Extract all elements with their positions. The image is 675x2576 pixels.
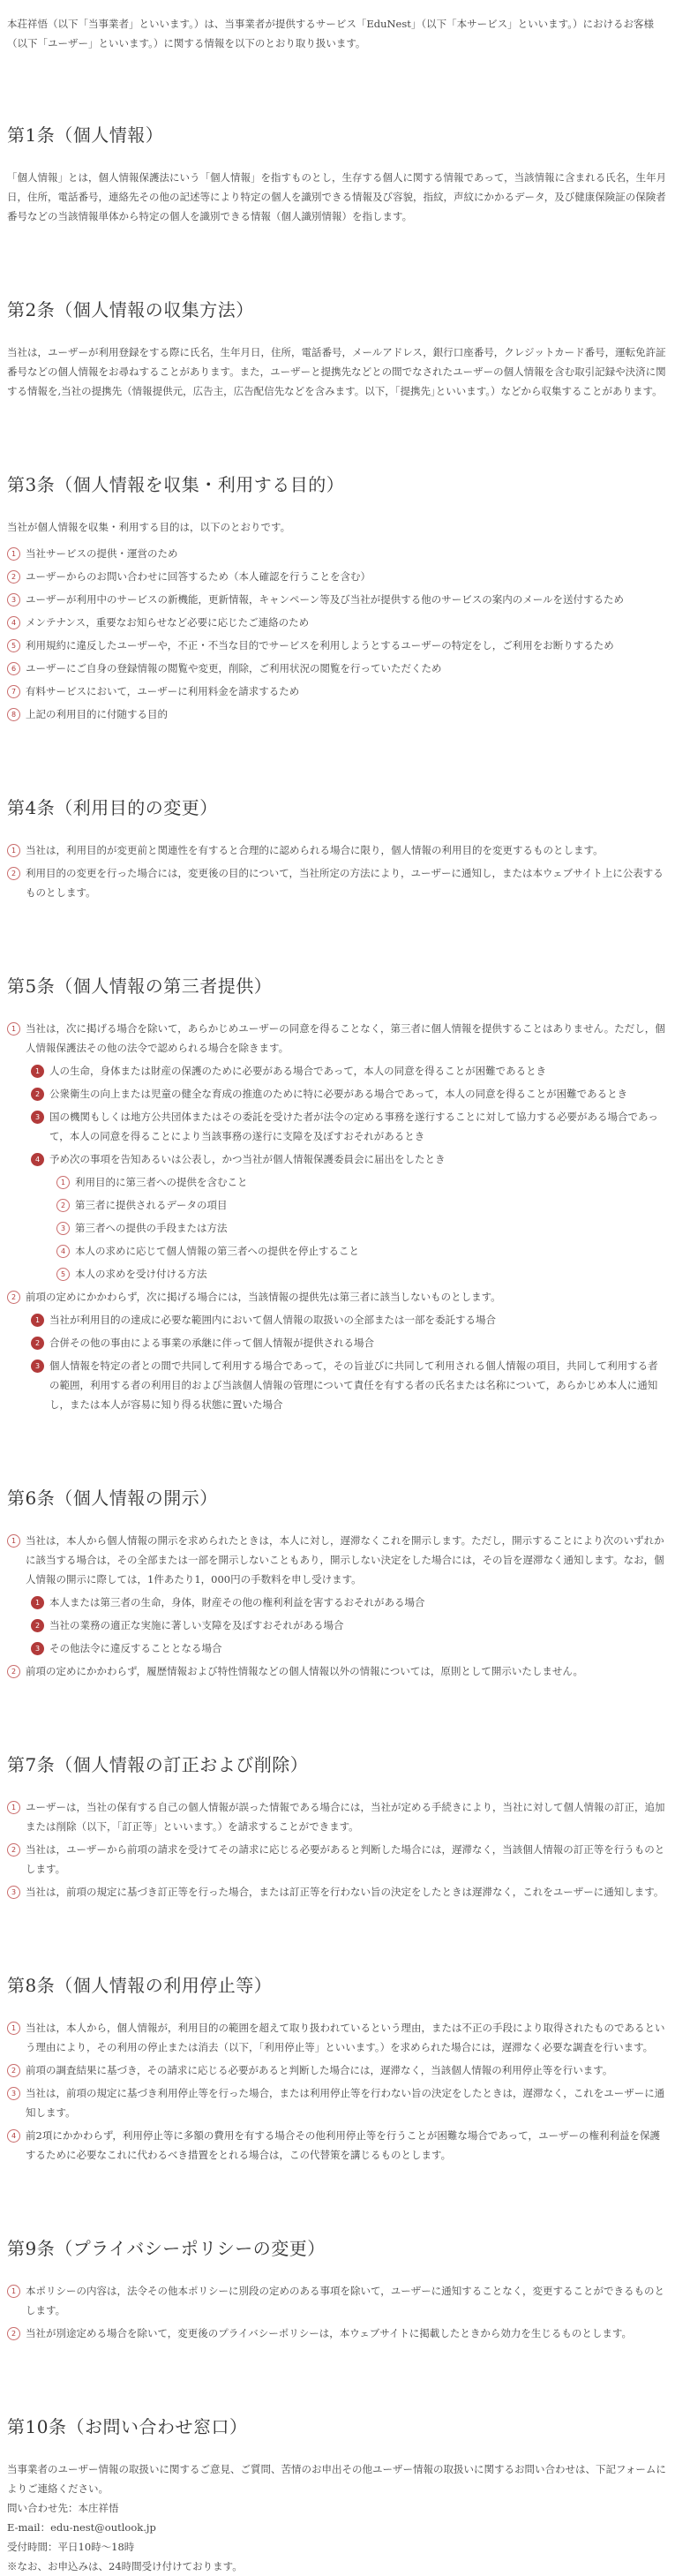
list-item: [7, 1840, 668, 1879]
sub-list-item-text: 本人または第三者の生命，身体，財産その他の権利利益を害するおそれがある場合: [49, 1596, 425, 1608]
list-item-text: ユーザーは，当社の保有する自己の個人情報が誤った情報である場合には，当社が定める手続きにより，当社に対して個人情報の訂正，追加または削除（以下，「訂正等」といいます。）を請求することができます。: [26, 1801, 665, 1833]
section-paragraph: 「個人情報」とは，個人情報保護法にいう「個人情報」を指すものとし，生存する個人に関する情報であって，当該情報に含まれる氏名，生年月日，住所，電話番号，連絡先その他の記述等により特定の個人を識別できる情報及び容貌，指紋，声紋にかかるデータ，及び健康保険証の保険者番号などの当該情報単体から特定の個人を識別できる情報（個人識別情報）を指します。: [7, 171, 667, 222]
numbered-list: [7, 2018, 668, 2165]
list-item: [7, 1661, 668, 1681]
nested-sub-list-item-text: 第三者への提供の手段または方法: [75, 1222, 228, 1234]
list-number-badge: 1: [7, 547, 20, 561]
list-item: [7, 863, 668, 902]
nested-sub-list-item: [56, 1195, 668, 1215]
numbered-list: [7, 840, 668, 902]
sub-list-item-text: 個人情報を特定の者との間で共同して利用する場合であって，その旨並びに共同して利用される個人情報の項目，共同して利用する者の範囲，利用する者の利用目的および当該個人情報の管理について責任を有する者の氏名または名称について，あらかじめ本人に通知し，または本人が容易に知り得る状態に置いた場合: [49, 1360, 658, 1411]
list-item: [7, 2281, 668, 2320]
list-number-badge: 2: [7, 867, 20, 880]
list-number-badge: 4: [56, 1245, 70, 1258]
list-item-text: 当社は，ユーザーから前項の請求を受けてその請求に応じる必要があると判断した場合には，遅滞なく，当該個人情報の訂正等を行うものとします。: [26, 1843, 665, 1875]
section-paragraph: 当社は，ユーザーが利用登録をする際に氏名，生年月日，住所，電話番号，メールアドレス，銀行口座番号，クレジットカード番号，運転免許証番号などの個人情報をお尋ねすることがあります。また，ユーザーと提携先などとの間でなされたユーザーの個人情報を含む取引記録や決済に関する情報を,当社の提携先（情報提供元，広告主，広告配信先などを含みます。以下，｢提携先｣といいます。）などから収集することがあります。: [7, 346, 666, 397]
list-item: [7, 1882, 668, 1902]
list-number-badge: 6: [7, 662, 20, 675]
list-item: [7, 636, 668, 655]
list-item: [7, 704, 668, 724]
list-item-text: 前2項にかかわらず，利用停止等に多額の費用を有する場合その他利用停止等を行うことが困難な場合であって，ユーザーの権利利益を保護するために必要なこれに代わるべき措置をとれる場合は，この代替策を講じるものとします。: [26, 2129, 661, 2161]
list-number-badge: 3: [7, 2087, 20, 2100]
nested-sub-list-item: [56, 1218, 668, 1238]
list-number-badge: 2: [7, 2327, 20, 2340]
list-item: [7, 2324, 668, 2343]
list-number-badge: 1: [7, 2285, 20, 2298]
list-item: [7, 2018, 668, 2057]
list-item: [7, 544, 668, 563]
sub-list-item: [31, 1084, 668, 1103]
sub-list-item: [31, 1616, 668, 1635]
list-item-text: 有料サービスにおいて，ユーザーに利用料金を請求するため: [26, 685, 300, 697]
list-number-badge: 2: [31, 1619, 44, 1632]
nested-sub-list-item-text: 本人の求めを受け付ける方法: [75, 1268, 207, 1280]
list-item-text: 当社は，前項の規定に基づき利用停止等を行った場合，または利用停止等を行わない旨の決定をしたときは，遅滞なく，これをユーザーに通知します。: [26, 2087, 665, 2119]
list-item: [7, 1019, 668, 1284]
list-item-text: 利用目的の変更を行った場合には，変更後の目的について，当社所定の方法により，ユーザーに通知し，または本ウェブサイト上に公表するものとします。: [26, 867, 664, 899]
sub-list-item-text: 人の生命，身体または財産の保護のために必要がある場合であって，本人の同意を得ることが困難であるとき: [49, 1065, 547, 1077]
list-item: [7, 682, 668, 701]
list-number-badge: 1: [7, 1534, 20, 1548]
sub-list-item-text: 国の機関もしくは地方公共団体またはその委託を受けた者が法令の定める事務を遂行することに対して協力する必要がある場合であって，本人の同意を得ることにより当該事務の遂行に支障を及ぼすおそれがあるとき: [49, 1111, 658, 1142]
numbered-list: [7, 2281, 668, 2343]
nested-sub-list-item-text: 第三者に提供されるデータの項目: [75, 1199, 228, 1211]
list-item: [7, 590, 668, 609]
list-number-badge: 2: [7, 570, 20, 584]
nested-sub-list-item: [56, 1241, 668, 1261]
list-item-text: 利用規約に違反したユーザーや，不正・不当な目的でサービスを利用しようとするユーザーの特定をし，ご利用をお断りするため: [26, 639, 614, 652]
sub-list-item-text: その他法令に違反することとなる場合: [49, 1642, 222, 1654]
sub-list-item: [31, 1333, 668, 1352]
sub-list-item: [31, 1310, 668, 1329]
contact-line: 受付時間：平日10時〜18時: [7, 2541, 135, 2553]
list-item-text: 当社が別途定める場合を除いて，変更後のプライバシーポリシーは，本ウェブサイトに掲載したときから効力を生じるものとします。: [26, 2327, 633, 2339]
sub-list-item: [31, 1107, 668, 1146]
list-number-badge: 1: [56, 1176, 70, 1189]
list-item: [7, 1287, 668, 1414]
section-title: 第10条（お問い合わせ窓口）: [7, 2416, 248, 2437]
list-number-badge: 4: [7, 2129, 20, 2143]
section-title: 第2条（個人情報の収集方法）: [7, 299, 254, 320]
list-item-text: 当社は，本人から個人情報の開示を求められたときは，本人に対し，遅滞なくこれを開示します。ただし，開示することにより次のいずれかに該当する場合は，その全部または一部を開示しないこともあり，開示しない決定をした場合には，その旨を遅滞なく通知します。なお，個人情報の開示に際しては，1件あたり1，000円の手数料を申し受けます。: [26, 1534, 664, 1586]
sub-list-item-text: 当社の業務の適正な実施に著しい支障を及ぼすおそれがある場合: [49, 1619, 344, 1631]
list-number-badge: 3: [7, 1886, 20, 1899]
sub-list-item: [31, 1593, 668, 1612]
list-number-badge: 1: [31, 1314, 44, 1327]
list-item: [7, 2083, 668, 2122]
list-number-badge: 2: [7, 1291, 20, 1304]
list-item: [7, 613, 668, 632]
nested-sub-list-item-text: 利用目的に第三者への提供を含むこと: [75, 1176, 248, 1188]
list-number-badge: 5: [7, 639, 20, 652]
list-item: [7, 659, 668, 678]
section-title: 第6条（個人情報の開示）: [7, 1488, 218, 1509]
list-number-badge: 3: [7, 593, 20, 606]
list-item-text: 当社は，利用目的が変更前と関連性を有すると合理的に認められる場合に限り，個人情報の利用目的を変更するものとします。: [26, 844, 604, 856]
contact-line: 問い合わせ先：本庄祥悟: [7, 2502, 119, 2514]
section-paragraph: 当社が個人情報を収集・利用する目的は，以下のとおりです。: [7, 521, 291, 533]
numbered-list: [7, 1797, 668, 1902]
list-item: [7, 1531, 668, 1658]
list-item-text: 前項の定めにかかわらず，次に掲げる場合には，当該情報の提供先は第三者に該当しないものとします。: [26, 1291, 501, 1303]
section-title: 第7条（個人情報の訂正および削除）: [7, 1754, 309, 1775]
list-number-badge: 1: [31, 1596, 44, 1609]
list-item: [7, 567, 668, 586]
list-item: [7, 2060, 668, 2080]
intro-text: 本荘祥悟（以下「当事業者」といいます。）は、当事業者が提供するサービス「EduNest」（以下「本サービス」といいます。）におけるお客様（以下「ユーザー」といいます。）に関する情報を以下のとおり取り扱います。: [7, 18, 654, 49]
list-number-badge: 3: [31, 1642, 44, 1655]
list-number-badge: 7: [7, 685, 20, 698]
list-item-text: 本ポリシーの内容は，法令その他本ポリシーに別段の定めのある事項を除いて，ユーザーに通知することなく，変更することができるものとします。: [26, 2285, 665, 2316]
list-number-badge: 2: [7, 1665, 20, 1678]
nested-sub-list-item: [56, 1264, 668, 1284]
list-number-badge: 4: [31, 1153, 44, 1166]
section-paragraph: 当事業者のユーザー情報の取扱いに関するご意見、ご質問、苦情のお申出その他ユーザー情報の取扱いに関するお問い合わせは、下記フォームによりご連絡ください。: [7, 2463, 666, 2495]
section-title: 第8条（個人情報の利用停止等）: [7, 1975, 273, 1996]
contact-line: ※なお、お申込みは、24時間受け付けております。: [7, 2560, 243, 2572]
numbered-list: [7, 1531, 668, 1681]
policy-sections: [7, 124, 668, 2576]
list-item-text: ユーザーが利用中のサービスの新機能，更新情報，キャンペーン等及び当社が提供する他のサービスの案内のメールを送付するため: [26, 593, 625, 606]
contact-line: E-mail：edu-nest@outlook.jp: [7, 2521, 156, 2534]
nested-sub-list-item: [56, 1172, 668, 1192]
list-item-text: メンテナンス，重要なお知らせなど必要に応じたご連絡のため: [26, 616, 310, 629]
contact-info: [7, 2498, 668, 2576]
list-number-badge: 4: [7, 616, 20, 629]
sub-list: [26, 1310, 668, 1414]
list-number-badge: 2: [7, 1843, 20, 1857]
list-item: [7, 840, 668, 860]
list-number-badge: 1: [7, 1022, 20, 1036]
list-number-badge: 8: [7, 708, 20, 721]
list-item: [7, 1797, 668, 1836]
list-item: [7, 2126, 668, 2165]
sub-list-item: [31, 1356, 668, 1414]
section-title: 第1条（個人情報）: [7, 124, 164, 146]
sub-list: [26, 1061, 668, 1284]
list-number-badge: 3: [31, 1360, 44, 1373]
list-number-badge: 3: [56, 1222, 70, 1235]
list-item-text: 当社は，本人から，個人情報が，利用目的の範囲を超えて取り扱われているという理由，または不正の手段により取得されたものであるという理由により，その利用の停止または消去（以下，「利用停止等」といいます。）を求められた場合には，遅滞なく必要な調査を行います。: [26, 2022, 665, 2053]
list-item-text: 当社は，前項の規定に基づき訂正等を行った場合，または訂正等を行わない旨の決定をしたときは遅滞なく，これをユーザーに通知します。: [26, 1886, 664, 1898]
section-title: 第9条（プライバシーポリシーの変更）: [7, 2238, 326, 2259]
numbered-list: [7, 544, 668, 724]
list-item-text: ユーザーにご自身の登録情報の閲覧や変更，削除，ご利用状況の閲覧を行っていただくため: [26, 662, 442, 674]
section-title: 第5条（個人情報の第三者提供）: [7, 975, 273, 997]
list-item-text: 当社サービスの提供・運営のため: [26, 547, 178, 560]
list-item-text: 上記の利用目的に付随する目的: [26, 708, 168, 720]
sub-list-item-text: 公衆衛生の向上または児童の健全な育成の推進のために特に必要がある場合であって，本人の同意を得ることが困難であるとき: [49, 1088, 628, 1100]
list-item-text: 前項の調査結果に基づき，その請求に応じる必要があると判断した場合には，遅滞なく，当該個人情報の利用停止等を行います。: [26, 2064, 613, 2076]
list-number-badge: 2: [7, 2064, 20, 2077]
sub-list-item-text: 当社が利用目的の達成に必要な範囲内において個人情報の取扱いの全部または一部を委託する場合: [49, 1314, 496, 1326]
numbered-list: [7, 1019, 668, 1414]
sub-list-item: [31, 1638, 668, 1658]
list-number-badge: 2: [31, 1337, 44, 1350]
list-number-badge: 1: [7, 2022, 20, 2035]
list-number-badge: 3: [31, 1111, 44, 1124]
list-item-text: 前項の定めにかかわらず，履歴情報および特性情報などの個人情報以外の情報については，原則として開示いたしません。: [26, 1665, 584, 1677]
list-number-badge: 2: [31, 1088, 44, 1101]
sub-list-item: [31, 1149, 668, 1284]
sub-list-item-text: 合併その他の事由による事業の承継に伴って個人情報が提供される場合: [49, 1337, 374, 1349]
nested-sub-list: [49, 1172, 668, 1284]
list-item-text: 当社は，次に掲げる場合を除いて，あらかじめユーザーの同意を得ることなく，第三者に個人情報を提供することはありません。ただし，個人情報保護法その他の法令で認められる場合を除きます。: [26, 1022, 665, 1054]
sub-list: [26, 1593, 668, 1658]
list-number-badge: 1: [7, 844, 20, 857]
list-number-badge: 2: [56, 1199, 70, 1212]
section-title: 第4条（利用目的の変更）: [7, 797, 218, 818]
list-number-badge: 1: [31, 1065, 44, 1078]
list-number-badge: 1: [7, 1801, 20, 1814]
sub-list-item-text: 予め次の事項を告知あるいは公表し，かつ当社が個人情報保護委員会に届出をしたとき: [49, 1153, 446, 1165]
list-item-text: ユーザーからのお問い合わせに回答するため（本人確認を行うことを含む）: [26, 570, 371, 583]
list-number-badge: 5: [56, 1268, 70, 1281]
sub-list-item: [31, 1061, 668, 1081]
nested-sub-list-item-text: 本人の求めに応じて個人情報の第三者への提供を停止すること: [75, 1245, 359, 1257]
section-title: 第3条（個人情報を収集・利用する目的）: [7, 474, 345, 495]
